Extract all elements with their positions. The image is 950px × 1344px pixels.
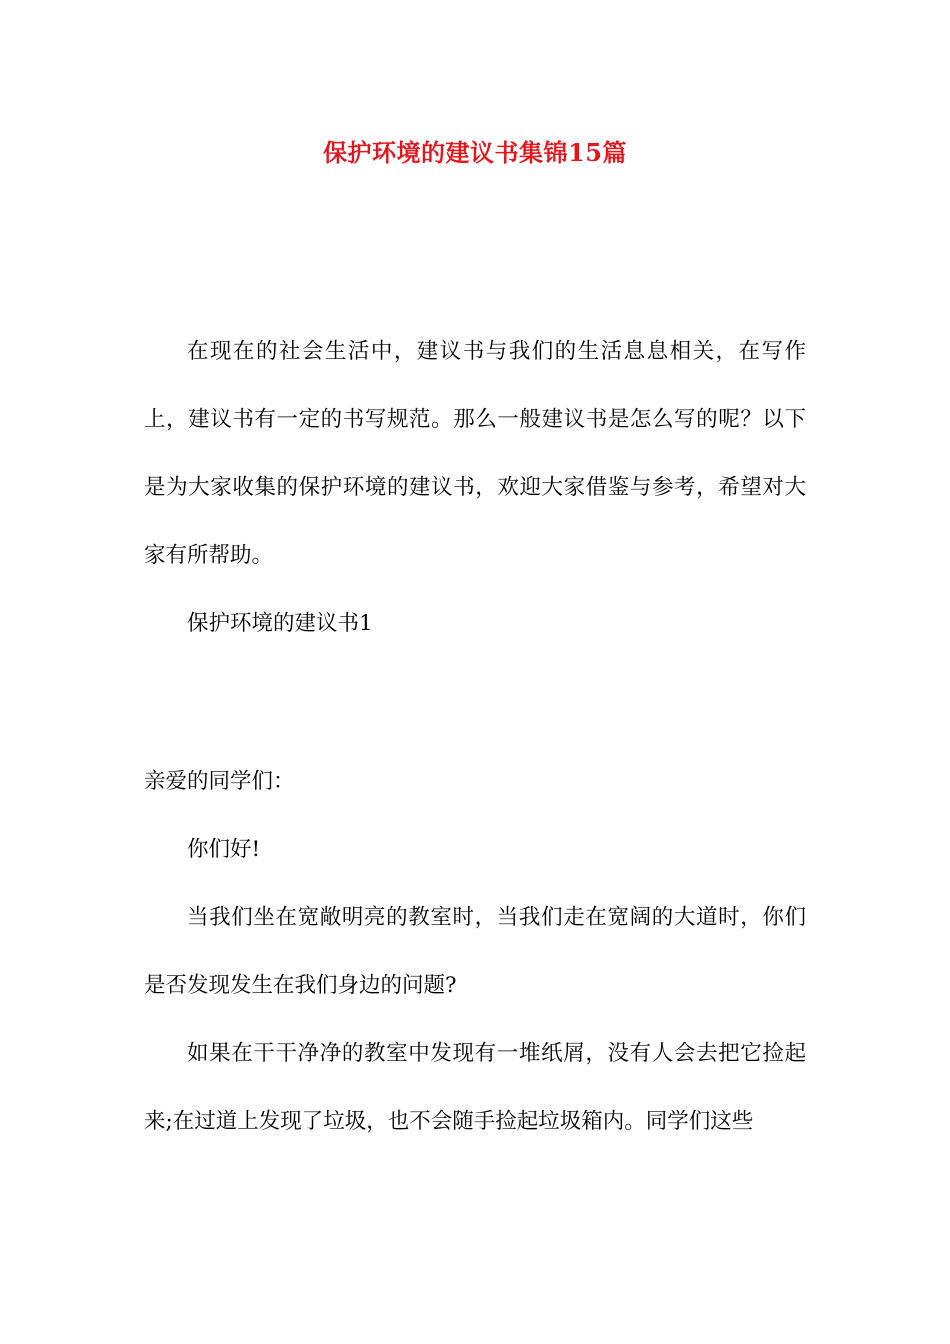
section-heading: 保护环境的建议书1 (187, 611, 373, 636)
greeting: 你们好! (187, 837, 261, 862)
body-paragraph: 当我们坐在宽敞明亮的教室时，当我们走在宽阔的大道时，你们是否发现发生在我们身边的问题? (144, 905, 806, 998)
salutation: 亲爱的同学们： (144, 769, 295, 794)
document-body (144, 318, 806, 1156)
intro-paragraph: 在现在的社会生活中，建议书与我们的生活息息相关，在写作上，建议书有一定的书写规范。那么一般建议书是怎么写的呢？以下是为大家收集的保护环境的建议书，欢迎大家借鉴与参考，希望对大家有所帮助。 (144, 339, 806, 568)
blank-gap (144, 658, 806, 748)
body-paragraph: 如果在干干净净的教室中发现有一堆纸屑，没有人会去把它捡起来;在过道上发现了垃圾，也不会随手捡起垃圾箱内。同学们这些 (144, 1041, 806, 1134)
document-title: 保护环境的建议书集锦15篇 (323, 138, 627, 167)
